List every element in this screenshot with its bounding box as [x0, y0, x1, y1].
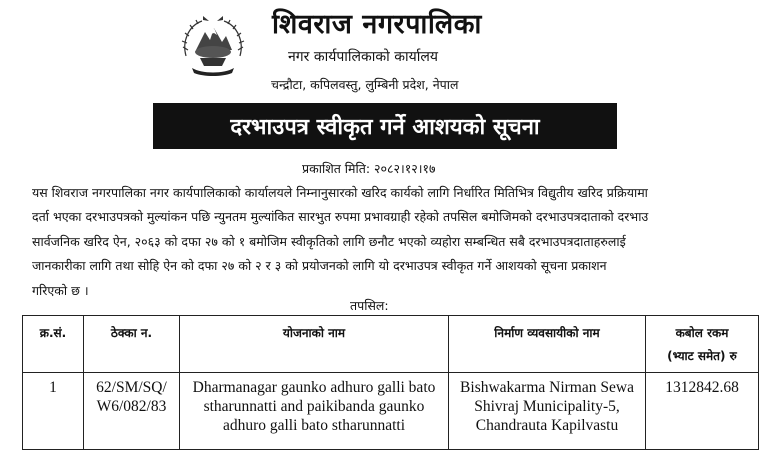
- header-amount: [646, 316, 759, 373]
- notice-body: [32, 181, 757, 303]
- header-project-name: योजनाको नाम: [180, 316, 449, 373]
- municipality-name: शिवराज नगरपालिका: [272, 9, 482, 40]
- cell-project-name: Dharmanagar gaunko adhuro galli bato stharunnatti and paikibanda gaunko adhuro galli bato stharunnatti: [180, 373, 449, 450]
- notice-line: गरिएको छ ।: [32, 282, 89, 298]
- header-contractor-name: निर्माण व्यवसायीको नाम: [449, 316, 646, 373]
- cell-contract-no: 62/SM/SQ/ W6/082/83: [84, 373, 180, 450]
- table-header-row: [23, 316, 759, 373]
- cell-amount: 1312842.68: [646, 373, 759, 450]
- table-row: [23, 373, 759, 450]
- cell-contractor-name: Bishwakarma Nirman Sewa Shivraj Municipality-5, Chandrauta Kapilvastu: [449, 373, 646, 450]
- nepal-emblem-icon: [178, 12, 248, 78]
- award-details-table: [22, 315, 759, 450]
- notice-line: सार्वजनिक खरिद ऐन, २०६३ को दफा २७ को १ बमोजिम स्वीकृतिको लागि छनौट भएको व्यहोरा सम्बन्धित सबै दरभाउपत्रदाताहरुलाई: [32, 233, 626, 249]
- office-name: नगर कार्यपालिकाको कार्यालय: [288, 49, 438, 65]
- notice-line: जानकारीका लागि तथा सोहि ऐन को दफा २७ को २ र ३ को प्रयोजनको लागि यो दरभाउपत्र स्वीकृत गर्ने आशयको सूचना प्रकाशन: [32, 258, 607, 274]
- details-label: तपसिल:: [350, 298, 389, 313]
- header-sn: क्र.सं.: [23, 316, 84, 373]
- cell-sn: 1: [23, 373, 84, 450]
- header-contract-no: ठेक्का न.: [84, 316, 180, 373]
- notice-title: दरभाउपत्र स्वीकृत गर्ने आशयको सूचना: [230, 115, 540, 140]
- publication-date: प्रकाशित मिति: २०८२।१२।१७: [302, 161, 436, 176]
- notice-title-banner: [153, 103, 617, 149]
- header-amount-line2: (भ्याट समेत) रु: [667, 349, 737, 363]
- office-address: चन्द्रौटा, कपिलवस्तु, लुम्बिनी प्रदेश, नेपाल: [271, 77, 459, 92]
- notice-line: यस शिवराज नगरपालिका नगर कार्यपालिकाको कार्यालयले निम्नानुसारको खरिद कार्यको लागि निर्धारित मितिभित्र विद्युतीय खरिद प्रक्रियामा: [32, 185, 648, 200]
- header-amount-line1: कबोल रकम: [675, 326, 729, 340]
- notice-line: दर्ता भएका दरभाउपत्रको मुल्यांकन पछि न्युनतम मुल्यांकित सारभुत रुपमा प्रभावग्राही रहेको तपसिल बमोजिमको दरभाउपत्रदाताको दरभाउ: [32, 209, 649, 225]
